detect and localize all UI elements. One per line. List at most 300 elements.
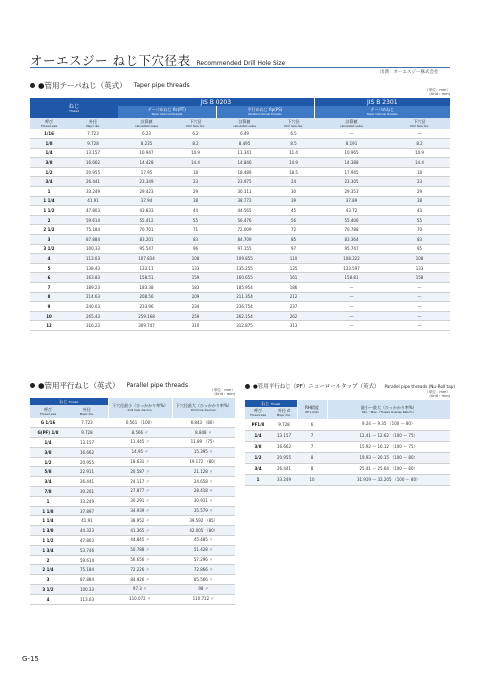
value-cell: 95.547	[118, 244, 175, 254]
value-cell: 234	[175, 302, 216, 312]
table-row	[30, 283, 450, 293]
value-cell: 16.662	[66, 447, 108, 457]
value-cell: 84.709	[216, 235, 273, 245]
value-cell: 85.566 〃	[172, 575, 235, 585]
value-cell: 163.83	[68, 273, 118, 283]
value-cell: 17.95	[118, 167, 175, 177]
value-cell: 18.5	[273, 167, 314, 177]
value-cell: 23	[175, 177, 216, 187]
taper-head-calc3	[314, 118, 389, 129]
value-cell: 8.566 〃	[108, 428, 172, 438]
value-cell: 38	[389, 196, 450, 206]
value-cell: 71	[175, 225, 216, 235]
value-cell: 55	[389, 215, 450, 225]
thread-size-cell: 1 3/8	[30, 526, 66, 536]
value-cell: 16.662	[271, 441, 297, 452]
table-row	[30, 206, 450, 216]
table-row	[30, 148, 450, 158]
value-cell: —	[389, 321, 450, 331]
nr-unit-jp: （単位：mm）	[425, 390, 450, 394]
thread-size-cell: 5/8	[30, 467, 66, 477]
value-cell: 30.931 〃	[172, 496, 235, 506]
value-cell: 12.41 〜 12.62 （100 〜 75）	[327, 430, 450, 441]
table-row	[30, 438, 235, 448]
value-cell: 183.38	[118, 283, 175, 293]
thread-size-cell: 3/4	[30, 477, 66, 487]
value-cell: 133	[389, 263, 450, 273]
value-cell: 15.395 〃	[172, 447, 235, 457]
table-row	[30, 263, 450, 273]
taper-head-drill2	[273, 118, 314, 129]
thread-size-cell: 3	[30, 575, 66, 585]
value-cell: 8	[297, 463, 327, 474]
table-row	[30, 273, 450, 283]
value-cell: 33.249	[66, 496, 108, 506]
value-cell: 25.41 〜 25.64 （100 〜 80）	[327, 463, 450, 474]
value-cell: 9.728	[271, 419, 297, 430]
value-cell: 183	[175, 283, 216, 293]
value-cell: 14.4	[175, 158, 216, 168]
thread-size-cell: 3 1/2	[30, 585, 66, 595]
value-cell: 6.2	[175, 129, 216, 139]
thread-size-cell: 5	[30, 263, 68, 273]
value-cell: 70.788	[314, 225, 389, 235]
nr-head-rh-jp: RH精度	[305, 404, 319, 410]
table-row	[30, 177, 450, 187]
value-cell: 41.91	[66, 516, 108, 526]
taper-head-rp-en: Parallel internal threads	[248, 112, 282, 117]
value-cell: —	[314, 302, 389, 312]
taper-head-rp	[216, 106, 314, 118]
value-cell: 189.23	[68, 283, 118, 293]
taper-head-tp	[314, 106, 450, 118]
nr-head-major-jp: 外径 d	[277, 408, 290, 414]
value-cell: 24	[273, 177, 314, 187]
taper-head-drill2-en: Drill hole dia.	[284, 123, 303, 128]
parallel-head-thread	[30, 398, 108, 405]
value-cell: 107.834	[118, 254, 175, 264]
value-cell: 15.92 〜 16.12 （100 〜 75）	[327, 441, 450, 452]
thread-size-cell: 3/8	[30, 158, 68, 168]
table-row	[245, 419, 450, 430]
taper-head-calc2-en: calculated value	[233, 123, 256, 128]
table-row	[30, 235, 450, 245]
value-cell: 29.353	[314, 187, 389, 197]
thread-size-cell: 2	[30, 555, 66, 565]
value-cell: 70	[389, 225, 450, 235]
value-cell: 16.662	[68, 158, 118, 168]
value-cell: 158.51	[118, 273, 175, 283]
value-cell: 214.63	[68, 292, 118, 302]
nr-head-thread	[245, 400, 297, 407]
value-cell: 30	[273, 187, 314, 197]
value-cell: 95.747	[314, 244, 389, 254]
value-cell: 19.172 （80）	[172, 457, 235, 467]
thread-size-cell: 3 1/2	[30, 244, 68, 254]
value-cell: 30.291 〃	[108, 496, 172, 506]
value-cell: 84.926 〃	[108, 575, 172, 585]
thread-size-cell: 1/2	[30, 457, 66, 467]
thread-size-cell: 7	[30, 283, 68, 293]
value-cell: 24.117 〃	[108, 477, 172, 487]
table-row	[30, 129, 450, 139]
value-cell: 236.754	[216, 302, 273, 312]
thread-size-cell: 9	[30, 302, 68, 312]
taper-head-drill3	[389, 118, 450, 129]
value-cell: 43.72	[314, 206, 389, 216]
nr-threads-table	[245, 400, 450, 486]
taper-head-rc-jp: テーパめねじ Rc(PT)	[147, 107, 186, 113]
bullet-icon	[30, 383, 35, 388]
value-cell: 7.723	[68, 129, 118, 139]
value-cell: 312.875	[216, 321, 273, 331]
value-cell: 7	[297, 430, 327, 441]
nr-head-call-en: Thread size	[249, 413, 267, 418]
value-cell: 83.364	[314, 235, 389, 245]
thread-size-cell: 3/4	[245, 463, 271, 474]
table-row	[30, 516, 235, 526]
value-cell: 133.11	[118, 263, 175, 273]
value-cell: 42.005 （80）	[172, 526, 235, 536]
thread-size-cell: 1 1/2	[30, 206, 68, 216]
value-cell: 26.441	[66, 477, 108, 487]
taper-head-calc2-jp: 計算値	[238, 118, 251, 124]
taper-section-title	[30, 80, 190, 91]
taper-head-tp-jp: テーパめねじ	[370, 107, 395, 113]
value-cell: 44.565	[216, 206, 273, 216]
taper-head-rc-en: Taper internal threads	[151, 112, 183, 117]
value-cell: 47.803	[66, 536, 108, 546]
table-row	[30, 457, 235, 467]
taper-head-thread-en: Thread	[69, 109, 79, 114]
parallel-head-min-jp: 下穴径最小（ひっかかり率%）	[112, 403, 168, 409]
parallel-head-max	[172, 398, 235, 418]
value-cell: 45.485 〃	[172, 536, 235, 546]
table-row	[30, 545, 235, 555]
value-cell: 30.201	[66, 487, 108, 497]
taper-head-rc	[118, 106, 216, 118]
value-cell: 56.476	[216, 215, 273, 225]
table-row	[30, 447, 235, 457]
value-cell: 11.445 〃	[108, 438, 172, 448]
value-cell: 29.423	[118, 187, 175, 197]
thread-size-cell: 2	[30, 215, 68, 225]
nr-unit-en: (Unit : mm)	[429, 394, 450, 399]
table-row	[245, 430, 450, 441]
taper-head-calc3-jp: 計算値	[345, 118, 358, 124]
table-row	[30, 139, 450, 149]
value-cell: 75.184	[66, 565, 108, 575]
taper-head-drill1-jp: 下穴径	[189, 118, 202, 124]
value-cell: 21.128 〃	[172, 467, 235, 477]
thread-size-cell: 1/4	[30, 148, 68, 158]
value-cell: 10	[297, 474, 327, 485]
thread-size-cell: 8	[30, 292, 68, 302]
thread-size-cell: 1	[30, 187, 68, 197]
value-cell: 159	[175, 273, 216, 283]
taper-head-calc1	[118, 118, 175, 129]
value-cell: 14.846	[216, 158, 273, 168]
parallel-head-major-en: Major dia.	[79, 411, 94, 416]
value-cell: 56.656 〃	[108, 555, 172, 565]
value-cell: 8	[297, 452, 327, 463]
parallel-unit-jp: （単位：mm）	[210, 388, 235, 392]
nr-head-range-jp: 最小〜最大（ひっかかり率%）	[360, 404, 417, 410]
value-cell: 50.788 〃	[108, 545, 172, 555]
thread-size-cell: 6	[30, 273, 68, 283]
thread-size-cell: 1	[30, 496, 66, 506]
value-cell: 22.911	[66, 467, 108, 477]
table-row	[30, 311, 450, 321]
taper-head-call	[30, 118, 68, 129]
taper-unit-en: (Unit : mm)	[429, 92, 450, 97]
value-cell: 14.9	[273, 158, 314, 168]
nr-head-thread-jp: ねじ	[261, 400, 270, 406]
nr-head-call	[245, 407, 271, 419]
value-cell: 7.723	[66, 418, 108, 428]
taper-table-body	[30, 129, 450, 330]
value-cell: 211.354	[216, 292, 273, 302]
value-cell: 96	[175, 244, 216, 254]
value-cell: 55.412	[118, 215, 175, 225]
table-row	[245, 474, 450, 485]
value-cell: 17.945	[314, 167, 389, 177]
value-cell: 83.201	[118, 235, 175, 245]
parallel-table-body	[30, 418, 235, 604]
value-cell: 6.23	[118, 129, 175, 139]
table-row	[30, 225, 450, 235]
parallel-head-major-jp: 外径	[82, 406, 91, 412]
thread-size-cell: 12	[30, 321, 68, 331]
table-row	[30, 594, 235, 604]
value-cell: 55	[175, 215, 216, 225]
value-cell: 18	[389, 167, 450, 177]
value-cell: 20.955	[271, 452, 297, 463]
value-cell: 33.249	[271, 474, 297, 485]
value-cell: 83	[175, 235, 216, 245]
parallel-head-major	[66, 405, 108, 418]
nr-section-title	[245, 382, 455, 390]
value-cell: 13.157	[271, 430, 297, 441]
value-cell: 20.587 〃	[108, 467, 172, 477]
taper-head-major-en: Major dia.	[86, 123, 100, 128]
value-cell: 10.947	[118, 148, 175, 158]
table-row	[30, 536, 235, 546]
table-row	[30, 158, 450, 168]
table-row	[30, 244, 450, 254]
taper-head-drill1	[175, 118, 216, 129]
value-cell: 26.441	[68, 177, 118, 187]
value-cell: 34.939 〃	[108, 506, 172, 516]
value-cell: 98 〃	[172, 585, 235, 595]
nr-title-jp: ●管用平行ねじ（PF）ニューロールタップ（英式）	[253, 384, 380, 390]
value-cell: 72	[273, 225, 314, 235]
taper-head-major-jp: 外径	[89, 118, 97, 124]
parallel-head-min-en: Drill hole dia.min.	[127, 408, 153, 413]
value-cell: 6	[297, 419, 327, 430]
nr-head-rh	[297, 400, 327, 419]
value-cell: 13.157	[68, 148, 118, 158]
value-cell: 72.226 〃	[108, 565, 172, 575]
value-cell: 6.843 （80）	[172, 418, 235, 428]
thread-size-cell: 1 1/2	[30, 536, 66, 546]
value-cell: 20.955	[66, 457, 108, 467]
value-cell: 29	[389, 187, 450, 197]
taper-head-thread	[30, 98, 118, 118]
parallel-head-thread-en: Thread	[68, 399, 79, 404]
thread-size-cell: 4	[30, 594, 66, 604]
table-row	[30, 467, 235, 477]
value-cell: 56	[273, 215, 314, 225]
value-cell: 47.803	[68, 206, 118, 216]
title-divider	[30, 67, 450, 68]
value-cell: 208.56	[118, 292, 175, 302]
value-cell: —	[314, 311, 389, 321]
value-cell: 316.23	[68, 321, 118, 331]
value-cell: 10.9	[175, 148, 216, 158]
thread-size-cell: 1/4	[245, 430, 271, 441]
value-cell: —	[389, 283, 450, 293]
value-cell: 7	[297, 441, 327, 452]
value-cell: —	[389, 311, 450, 321]
value-cell: 87.884	[68, 235, 118, 245]
thread-size-cell: 1/2	[245, 452, 271, 463]
value-cell: 8.235	[118, 139, 175, 149]
thread-size-cell: 1	[245, 474, 271, 485]
thread-size-cell: 3/8	[30, 447, 66, 457]
taper-head-drill3-jp: 下穴径	[413, 118, 426, 124]
value-cell: 11.341	[216, 148, 273, 158]
value-cell: 44.323	[66, 526, 108, 536]
table-row	[30, 555, 235, 565]
value-cell: 9.728	[68, 139, 118, 149]
value-cell: 87.884	[66, 575, 108, 585]
value-cell: 44	[175, 206, 216, 216]
value-cell: 95	[389, 244, 450, 254]
value-cell: 41.365 〃	[108, 526, 172, 536]
value-cell: 23.975	[216, 177, 273, 187]
value-cell: 44.845 〃	[108, 536, 172, 546]
value-cell: 18	[175, 167, 216, 177]
thread-size-cell: 1 1/4	[30, 196, 68, 206]
value-cell: 8.5	[273, 139, 314, 149]
value-cell: —	[314, 321, 389, 331]
value-cell: 9.24 〜 9.35 （100 〜 80）	[327, 419, 450, 430]
value-cell: 109.855	[216, 254, 273, 264]
value-cell: 70.701	[118, 225, 175, 235]
nr-head-range	[327, 400, 450, 419]
value-cell: 9.728	[66, 428, 108, 438]
value-cell: 265.43	[68, 311, 118, 321]
value-cell: 97	[273, 244, 314, 254]
value-cell: 59.614	[66, 555, 108, 565]
taper-title-jp: ●管用テーパねじ（英式）	[38, 81, 127, 90]
value-cell: —	[314, 129, 389, 139]
value-cell: —	[389, 129, 450, 139]
taper-head-rp-jp: 平行めねじ Rp(PS)	[247, 107, 283, 113]
table-row	[30, 585, 235, 595]
parallel-head-thread-jp: ねじ	[59, 398, 68, 404]
value-cell: 309.747	[118, 321, 175, 331]
value-cell: 30.111	[216, 187, 273, 197]
table-row	[30, 321, 450, 331]
value-cell: —	[314, 292, 389, 302]
value-cell: 51.428 〃	[172, 545, 235, 555]
value-cell: 23.349	[118, 177, 175, 187]
value-cell: 233.96	[118, 302, 175, 312]
value-cell: 185.954	[216, 283, 273, 293]
value-cell: 31.919 〜 32.205 （100 〜 80）	[327, 474, 450, 485]
value-cell: 209	[175, 292, 216, 302]
source-note: 出典：オーエスジー株式会社	[380, 70, 439, 75]
value-cell: 37.897	[66, 506, 108, 516]
taper-head-calc2	[216, 118, 273, 129]
thread-size-cell: 1/4	[30, 438, 66, 448]
value-cell: 133.597	[314, 263, 389, 273]
table-row	[245, 441, 450, 452]
value-cell: 43.833	[118, 206, 175, 216]
thread-size-cell: 1 1/4	[30, 516, 66, 526]
table-row	[30, 506, 235, 516]
value-cell: 38	[175, 196, 216, 206]
table-row	[30, 196, 450, 206]
table-row	[30, 565, 235, 575]
parallel-head-max-en: Drill hole dia.max.	[190, 408, 217, 413]
page-title-en: Recommended Drill Hole Size	[196, 60, 286, 67]
taper-head-drill2-jp: 下穴径	[287, 118, 300, 124]
value-cell: 39.592 （85）	[172, 516, 235, 526]
thread-size-cell: G(PF) 1/8	[30, 428, 66, 438]
value-cell: 41.91	[68, 196, 118, 206]
taper-head-thread-jp: ねじ	[68, 104, 80, 111]
parallel-section-title	[30, 380, 188, 391]
value-cell: 72.009	[216, 225, 273, 235]
value-cell: 18.631 〃	[108, 457, 172, 467]
value-cell: 8.2	[389, 139, 450, 149]
parallel-title-jp: ●管用平行ねじ（英式）	[38, 381, 120, 390]
value-cell: 212	[273, 292, 314, 302]
value-cell: 26.441	[271, 463, 297, 474]
parallel-head-max-jp: 下穴径最大（ひっかかり率%）	[175, 403, 232, 409]
bullet-icon	[30, 83, 35, 88]
value-cell: 19.93 〜 20.15 （100 〜 80）	[327, 452, 450, 463]
table-row	[30, 254, 450, 264]
value-cell: 38.772	[216, 196, 273, 206]
table-row	[30, 575, 235, 585]
value-cell: 14.95 〃	[108, 447, 172, 457]
value-cell: 37.94	[118, 196, 175, 206]
thread-size-cell: 3/4	[30, 177, 68, 187]
table-row	[30, 187, 450, 197]
table-row	[30, 302, 450, 312]
value-cell: 10.965	[314, 148, 389, 158]
value-cell: 262	[273, 311, 314, 321]
value-cell: 110	[273, 254, 314, 264]
taper-head-calc1-jp: 計算値	[140, 118, 153, 124]
taper-unit-jp: （単位：mm）	[425, 88, 450, 92]
value-cell: 75.184	[68, 225, 118, 235]
nr-head-major-en: Major dia.	[276, 413, 291, 418]
value-cell: 237	[273, 302, 314, 312]
value-cell: 38.952 〃	[108, 516, 172, 526]
value-cell: 313	[273, 321, 314, 331]
thread-size-cell: G 1/16	[30, 418, 66, 428]
value-cell: 11.89 （75）	[172, 438, 235, 448]
thread-size-cell: 4	[30, 254, 68, 264]
value-cell: 23.305	[314, 177, 389, 187]
nr-unit	[410, 390, 450, 399]
value-cell: 97.3 〃	[108, 585, 172, 595]
